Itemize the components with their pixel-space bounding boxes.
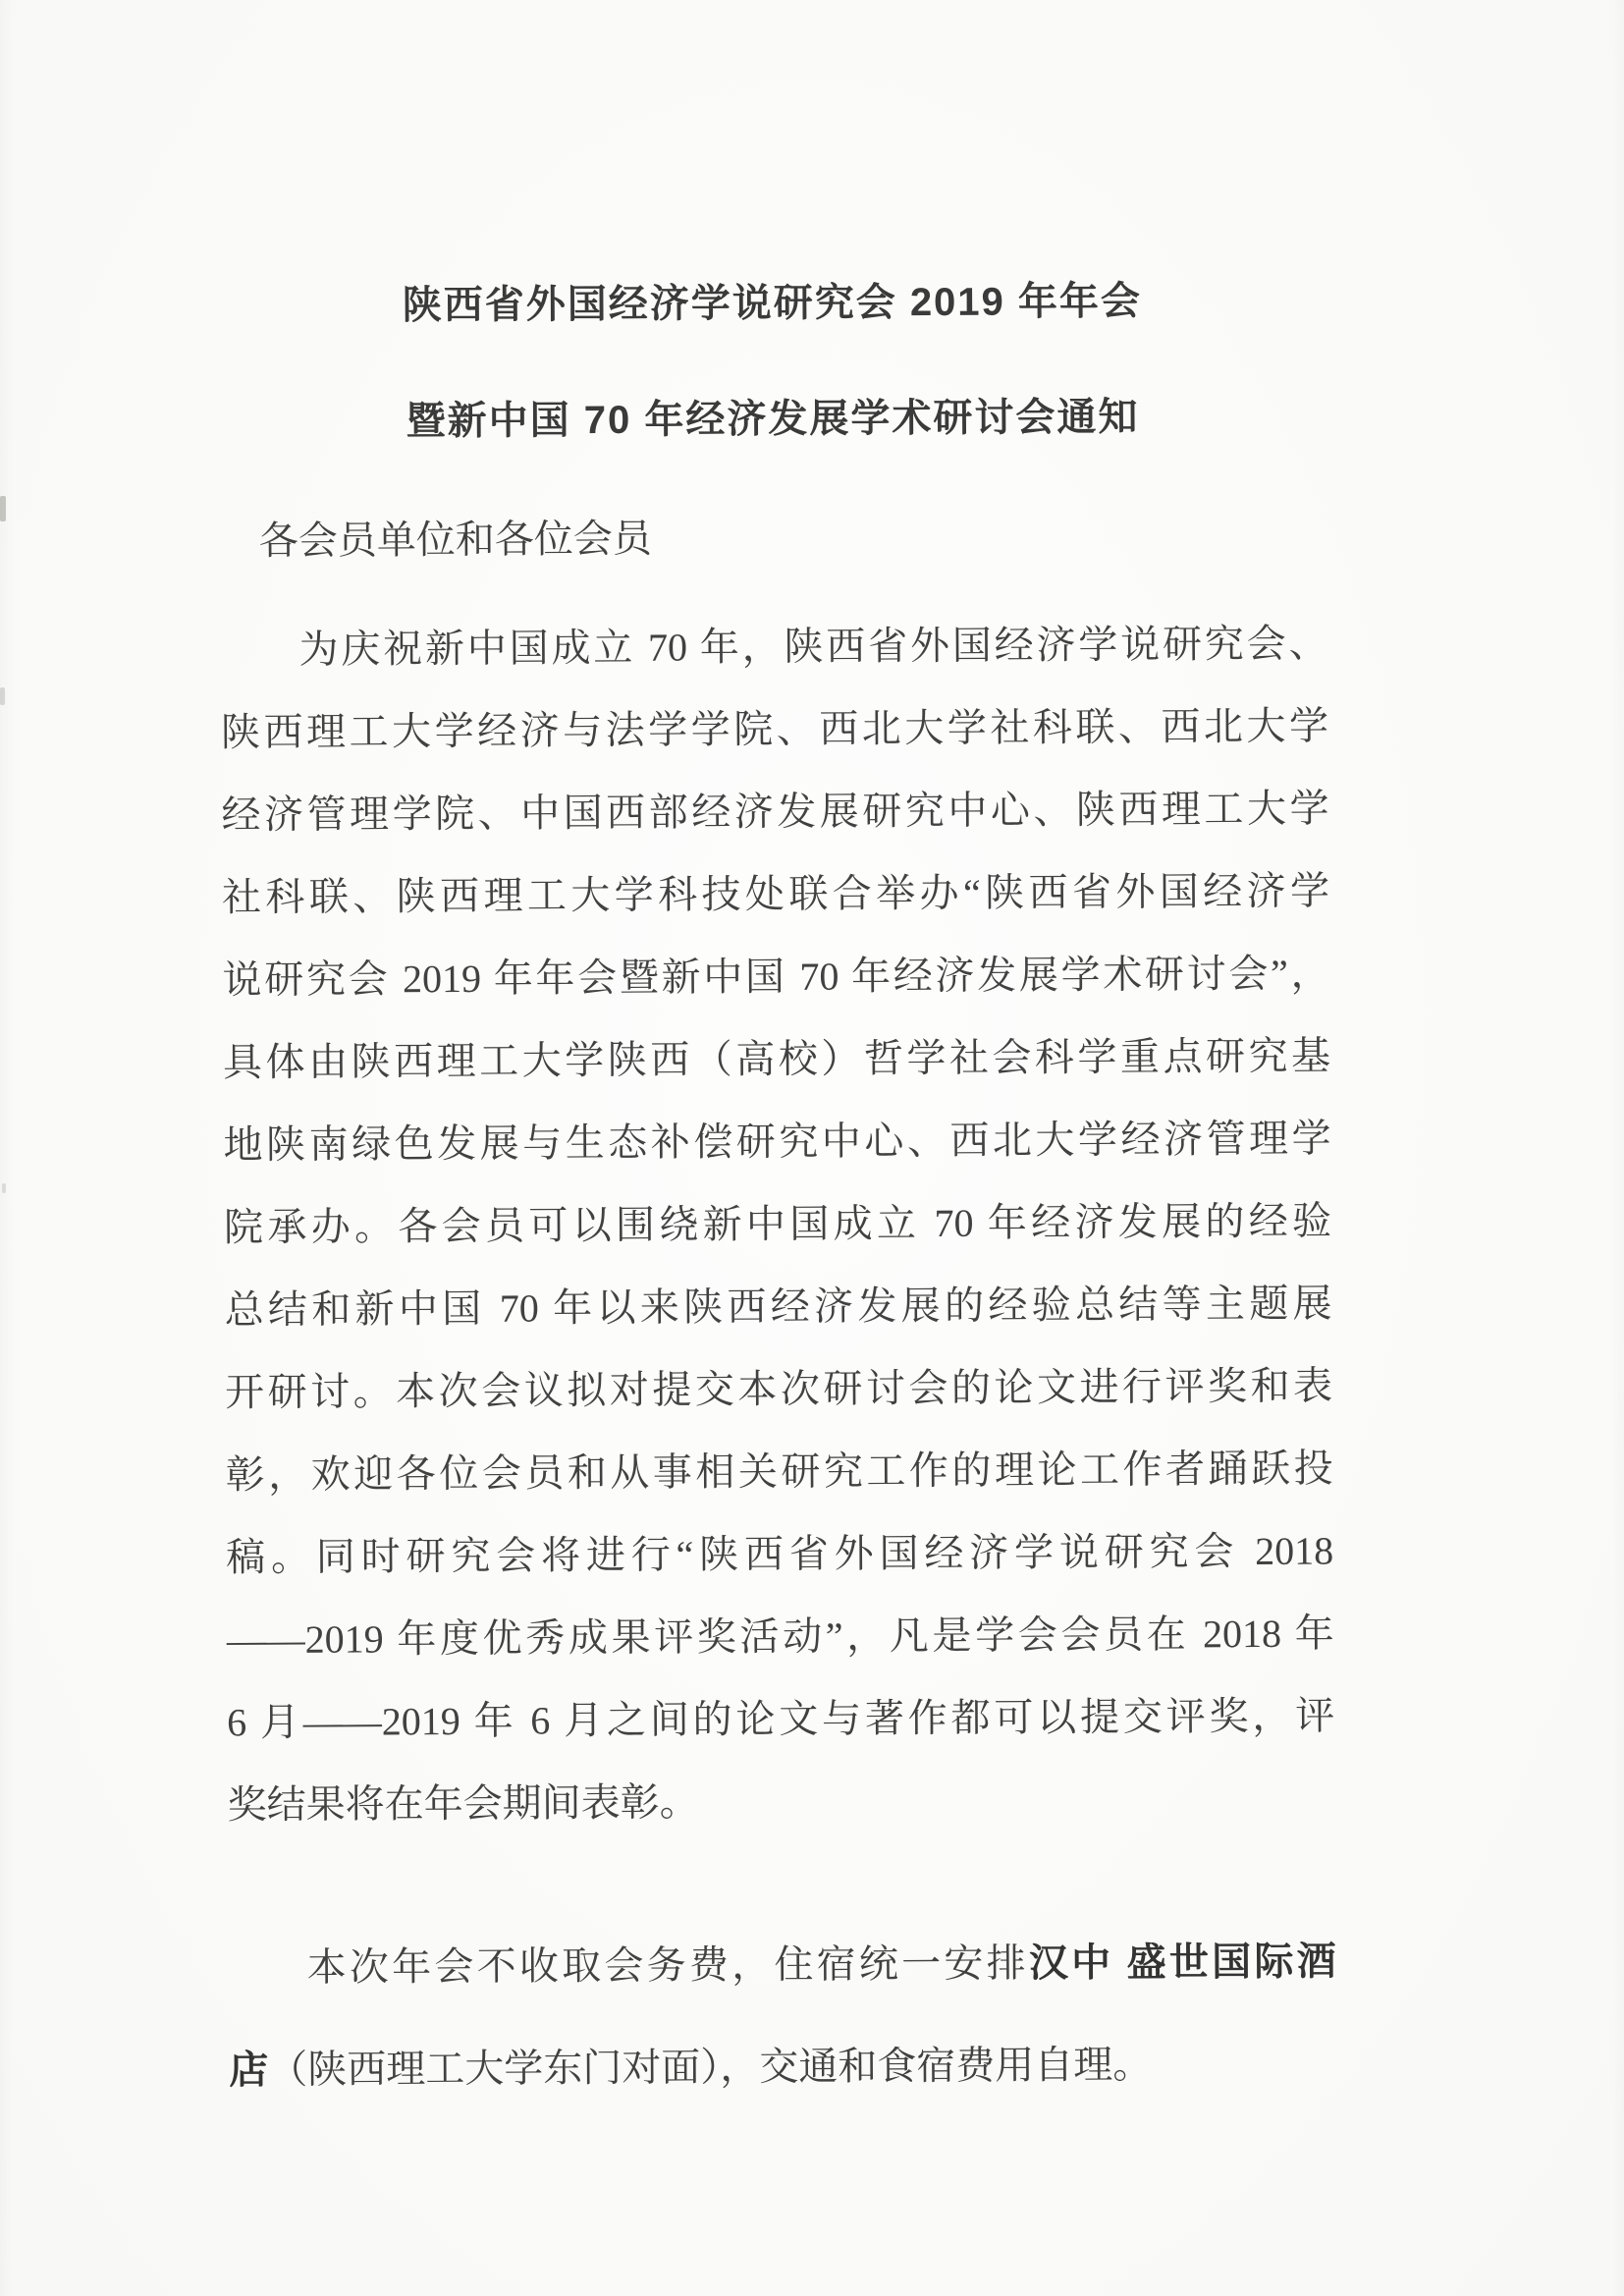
body-line: 为庆祝新中国成立 70 年，陕西省外国经济学说研究会、 xyxy=(298,621,1328,672)
body-line: ——2019 年度优秀成果评奖活动”，凡是学会会员在 2018 年 xyxy=(226,1611,1334,1663)
body-line xyxy=(229,2013,1337,2122)
paragraph-1 xyxy=(220,603,1335,1847)
body-line: 陕西理工大学经济与法学学院、西北大学社科联、西北大学 xyxy=(220,703,1329,755)
body-line: 具体由陕西理工大学陕西（高校）哲学社会科学重点研究基 xyxy=(222,1033,1331,1085)
document-content xyxy=(218,243,1337,2122)
hotel-name-bold: 店 xyxy=(229,2048,269,2093)
document-title-line-1: 陕西省外国经济学说研究会 2019 年年会 xyxy=(402,279,1143,328)
body-line: 总结和新中国 70 年以来陕西经济发展的经验总结等主题展 xyxy=(224,1281,1332,1333)
body-line: 彰，欢迎各位会员和从事相关研究工作的理论工作者踊跃投 xyxy=(225,1446,1333,1498)
body-line: 经济管理学院、中国西部经济发展研究中心、陕西理工大学 xyxy=(221,786,1329,838)
scan-artifact xyxy=(2,1183,6,1193)
body-line xyxy=(228,1911,1336,2020)
paragraph-2 xyxy=(228,1911,1336,2122)
body-line: 稿。同时研究会将进行“陕西省外国经济学说研究会 2018 xyxy=(226,1528,1334,1580)
body-text: 本次年会不收取会务费，住宿统一安排 xyxy=(306,1941,1030,1990)
salutation: 各会员单位和各位会员 xyxy=(258,516,652,564)
body-line: 说研究会 2019 年年会暨新中国 70 年经济发展学术研讨会”， xyxy=(222,951,1330,1003)
document-title-line-2: 暨新中国 70 年经济发展学术研讨会通知 xyxy=(406,395,1140,444)
scan-artifact xyxy=(0,687,5,705)
body-line: 社科联、陕西理工大学科技处联合举办“陕西省外国经济学 xyxy=(221,868,1330,920)
hotel-name-bold: 汉中 盛世国际酒 xyxy=(1028,1939,1336,1986)
body-line: 6 月——2019 年 6 月之间的论文与著作都可以提交评奖，评 xyxy=(227,1693,1335,1745)
body-text: （陕西理工大学东门对面），交通和食宿费用自理。 xyxy=(268,2042,1153,2093)
body-line: 奖结果将在年会期间表彰。 xyxy=(227,1779,699,1828)
body-line: 开研讨。本次会议拟对提交本次研讨会的论文进行评奖和表 xyxy=(224,1363,1333,1415)
body-line: 地陕南绿色发展与生态补偿研究中心、西北大学经济管理学 xyxy=(223,1116,1331,1168)
body-line: 院承办。各会员可以围绕新中国成立 70 年经济发展的经验 xyxy=(223,1198,1332,1250)
scan-artifact xyxy=(0,496,6,521)
